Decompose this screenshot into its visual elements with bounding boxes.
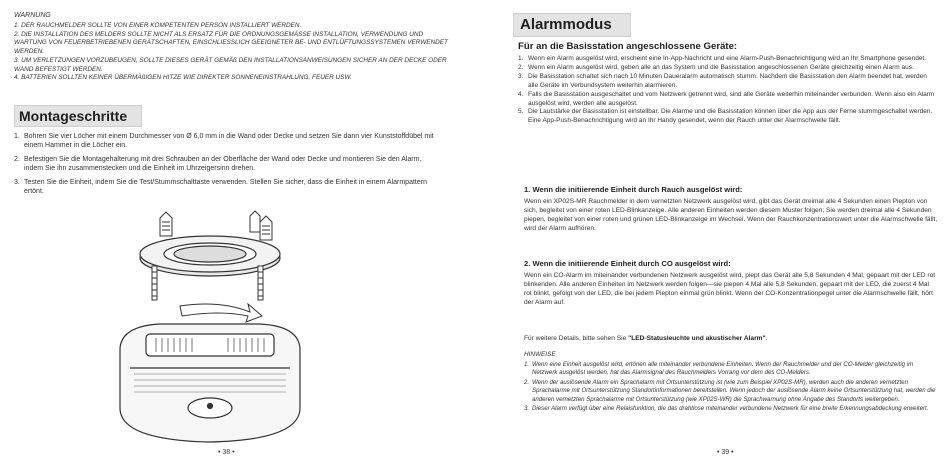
co-section-title: 2. Wenn die initiierende Einheit durch CO ausgelöst wird:	[524, 259, 731, 268]
note-item: 2. Wenn der auslösende Alarm ein Sprachalarm mit Ortsunterstützung ist (wie zum Beispiel XP02S-MR), werden auch die anderen vernetzten Sprachalarme mit Ortsunterstützung Standortinformationen bereitstellen. Wenn jedoch der auslösende Alarm keine Ortsunterstützung hat, werden die anderen vernetzten Sprachalarme mit Ortsunterstützung (wie XP02S-WR) die Sprachwarnung ohne Angabe des Standorts weitergeben.	[524, 378, 936, 403]
note-item: 3. Dieser Alarm verfügt über eine Relaisfunktion, die das drahtlose miteinander verbundene Netzwerk für eine breite Erkennungsabdeckung erweitert.	[524, 405, 929, 413]
page-number: • 38 •	[218, 449, 235, 456]
smoke-section-text: Wenn ein XP02S-MR Rauchmelder in dem vernetzten Netzwerk ausgelöst wird, gibt das Gerät dreimal alle 4 Sekunden einen Piepton von sich, begleitet von einer roten LED-Blinkanzeige. Alle anderen Einheiten werden diesem Muster folgen; Sie werden dreimal alle 4 Sekunden piepen, begleitet von einer roten und grünen LED-Blinkanzeige im Wechsel. Wenn der Rauchkonzentrationswert unter die Alarmschwelle fällt, wird der Alarm aufhören.	[524, 198, 938, 232]
warning-heading: WARNUNG	[14, 12, 51, 19]
co-section-text: Wenn ein CO-Alarm im miteinander verbundenen Netzwerk ausgelöst wird, piept das Gerät alle 5,8 Sekunden 4 Mal, gepaart mit der LED rot blinkenden. Alle anderen Einheiten im Netzwerk werden folgen—sie piepen 4 Mal alle 5,8 Sekunden, gepaart mit der LED, die zuerst 4 Mal rot blinkt, gefolgt von der LED, die bei jedem Piepton einmal grün blinkt. Wenn der CO-Konzentrationpegel unter die Alarmschwelle fällt, hört der Alarm auf.	[524, 272, 936, 306]
smoke-alarm-icon	[120, 324, 300, 442]
list-item: 2. Wenn ein Alarm ausgelöst wird, geben alle an das System und die Basisstation angeschlossenen Geräte gleichzeitig einen Alarm aus.	[518, 63, 914, 71]
page-title: Alarmmodus	[513, 13, 631, 37]
warning-item: 1. DER RAUCHMELDER SOLLTE VON EINER KOMPETENTEN PERSON INSTALLIERT WERDEN.	[14, 22, 302, 29]
list-item: 5. Die Lautstärke der Basisstation ist einstellbar. Die Alarme und die Basisstation können über die App aus der Ferne stummgeschaltet werden. Eine App-Push-Benachrichtigung wird an Ihr Handy gesendet, wenn der Rauch unter der Alarmschwelle fällt.	[518, 108, 933, 125]
step-item: 1. Bohren Sie vier Löcher mit einem Durchmesser von Ø 6,0 mm in die Wand oder Decke und setzen Sie dann vier Kunststoffdübel mit einem Hammer in die Löcher ein.	[14, 133, 434, 150]
warning-item: 3. UM VERLETZUNGEN VORZUBEUGEN, SOLLTE DIESES GERÄT GEMÄß DEN INSTALLATIONSANWEISUNGEN SICHER AN DER DECKE ODER WAND BEFESTIGT WERDEN.	[14, 56, 447, 73]
step-item: 2. Befestigen Sie die Montagehalterung mit drei Schrauben an der Oberfläche der Wand oder Decke und montieren Sie den Alarm, indem Sie ihn zusammenstecken und die Einheit im Uhrzeigersinn drehen.	[14, 155, 422, 173]
rotate-arrow-icon	[180, 304, 262, 322]
page-number: • 39 •	[717, 449, 734, 456]
basis-subtitle: Für an die Basisstation angeschlossene Geräte:	[518, 41, 738, 52]
list-item: 4. Falls die Basisstation ausgeschaltet und vom Netzwerk getrennt wird, sind alle Geräte weiterhin miteinander verbunden. Wenn also ein Alarm ausgelöst wird, werden alle ausgelöst.	[518, 90, 935, 107]
warning-list	[14, 22, 454, 83]
section-title-montage: Montageschritte	[14, 105, 142, 127]
step-item: 3. Testen Sie die Einheit, indem Sie die Test/Stummschalttaste verwenden. Stellen Sie sicher, dass die Einheit in einem Alarmpattern ertönt.	[14, 178, 427, 196]
warning-item: 2. DIE INSTALLATION DES MELDERS SOLLTE NICHT ALS ERSATZ FÜR DIE ORDNUNGSGEMÄSSE INSTALLATION, VERWENDUNG UND WARTUNG VON FEUERBETRIEBENEN GERÄTSCHAFTEN, EINSCHLIESSLICH GEEIGNETER BE- UND ENTLÜFTUNGSSYSTEMEN VERWENDET WERDEN.	[14, 30, 448, 56]
notes-heading: HINWEISE	[524, 351, 556, 358]
notes-list	[524, 361, 938, 414]
basis-list	[518, 55, 938, 126]
list-item: 3. Die Basisstation schaltet sich nach 10 Minuten Daueralarm automatisch stumm. Nachdem die Basisstation den Alarm beendet hat, werden alle Geräte im Verbundsystem weiterhin alarmieren.	[518, 72, 927, 89]
list-item: 1. Wenn ein Alarm ausgelöst wird, erscheint eine In-App-Nachricht und eine Alarm-Push-Benachrichtigung wird an Ihr Smartphone gesendet.	[518, 55, 927, 62]
warning-item: 4. BATTERIEN SOLLTEN KEINER ÜBERMÄßIGEN HITZE WIE DIREKTER SONNENEINSTRAHLUNG, FEUER USW.	[14, 74, 352, 82]
details-reference: Für weitere Details, bitte sehen Sie "LED-Statusleuchte und akustischer Alarm".	[524, 335, 768, 342]
installation-illustration	[100, 208, 320, 446]
smoke-section-title: 1. Wenn die initiierende Einheit durch Rauch ausgelöst wird:	[524, 185, 743, 194]
steps-list	[14, 132, 434, 200]
note-item: 1. Wenn eine Einheit ausgelöst wird, ertönen alle miteinander verbundene Einheiten. Wenn der Rauchmelder und der CO-Melder gleichzeitig im Netzwerk ausgelöst werden, hat das Alarmsignal des Rauchmelders Vorrang vor dem des CO-Melders.	[524, 361, 914, 377]
